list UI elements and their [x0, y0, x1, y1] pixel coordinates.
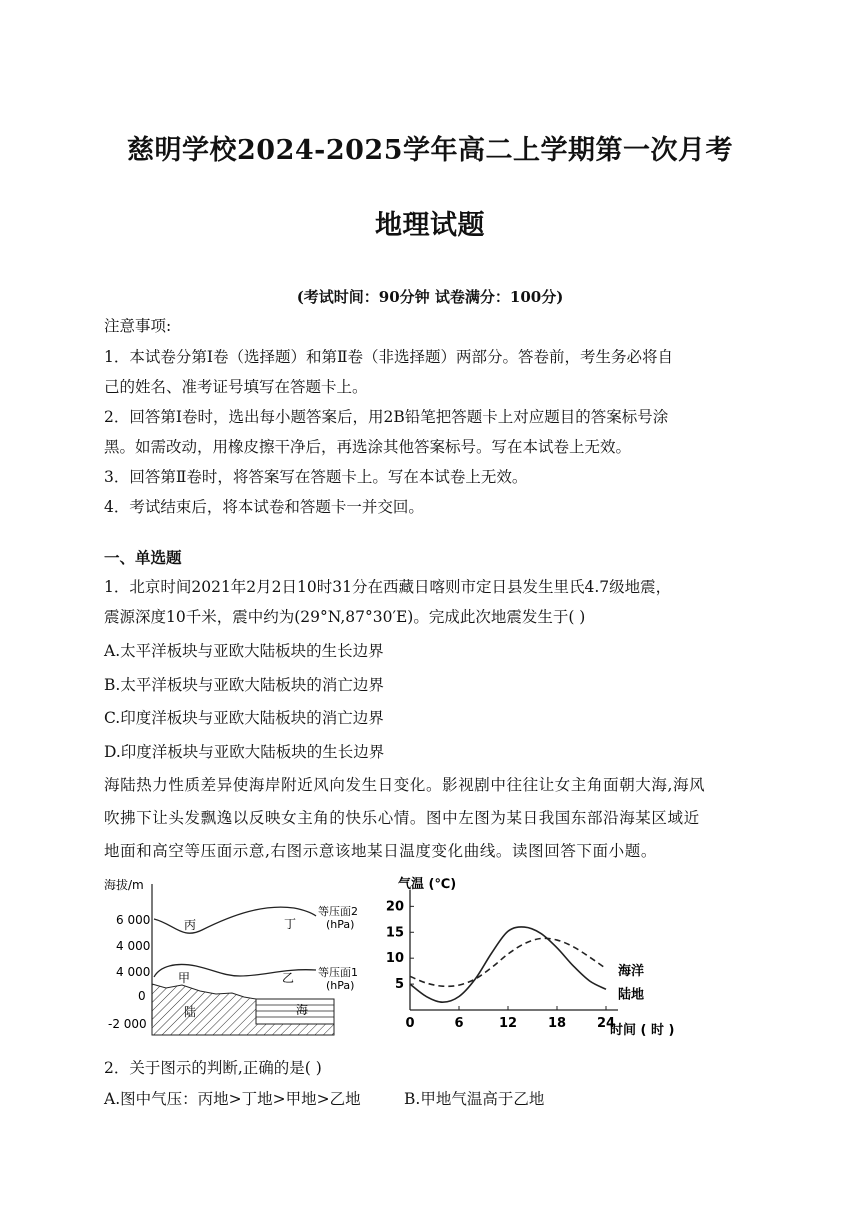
exam-info: (考试时间：90分钟 试卷满分：100分): [296, 288, 564, 306]
q1-option-d: D.印度洋板块与亚欧大陆板块的生长边界: [104, 743, 385, 761]
q2-option-b: B.甲地气温高于乙地: [404, 1090, 545, 1108]
chart-ylabel: 气温 (℃): [398, 877, 457, 892]
q1-option-b: B.太平洋板块与亚欧大陆板块的消亡边界: [104, 676, 384, 694]
notes-line: 黑。如需改动，用橡皮擦干净后，再选涂其他答案标号。写在本试卷上无效。: [104, 438, 632, 456]
series-line-ocean: [410, 938, 606, 986]
place-yi: 乙: [282, 971, 295, 985]
y-tick-label: 5: [394, 977, 404, 993]
tick-label: 4 000: [116, 939, 151, 953]
q1-option-c: C.印度洋板块与亚欧大陆板块的消亡边界: [104, 709, 384, 727]
notes-heading: 注意事项:: [104, 317, 172, 335]
series-label: 海洋: [618, 964, 645, 980]
section-heading: 一、单选题: [104, 548, 182, 567]
x-tick-label: 24: [596, 1016, 616, 1031]
y-tick-label: 15: [385, 925, 404, 941]
tick-label: 0: [138, 989, 146, 1003]
notes-line: 2．回答第Ⅰ卷时，选出每小题答案后，用2B铅笔把答题卡上对应题目的答案标号涂: [104, 408, 669, 426]
q2-stem: 2．关于图示的判断,正确的是( ): [104, 1059, 322, 1077]
x-tick-label: 18: [547, 1016, 567, 1031]
tick-label: 6 000: [116, 913, 151, 927]
place-ding: 丁: [284, 917, 297, 931]
x-tick-label: 0: [405, 1016, 415, 1031]
series-label: 陆地: [618, 987, 645, 1003]
place-jia: 甲: [178, 971, 191, 985]
sea-label: 海: [296, 1003, 309, 1017]
temperature-chart: [384, 870, 694, 1042]
y-tick-label: 20: [385, 899, 404, 915]
tick-label: -2 000: [108, 1017, 147, 1031]
altitude-axis-label: 海拔/m: [104, 878, 144, 892]
surface2-unit: (hPa): [326, 918, 355, 931]
x-tick-label: 12: [498, 1016, 518, 1031]
passage-line: 地面和高空等压面示意,右图示意该地某日温度变化曲线。读图回答下面小题。: [104, 842, 657, 860]
passage-line: 海陆热力性质差异使海岸附近风向发生日变化。影视剧中往往让女主角面朝大海,海风: [104, 776, 706, 794]
q1-stem-line: 震源深度10千米，震中约为(29°N,87°30′E)。完成此次地震发生于( ): [104, 608, 586, 626]
exam-title: 慈明学校2024-2025学年高二上学期第一次月考: [127, 135, 733, 166]
q1-stem-line: 1．北京时间2021年2月2日10时31分在西藏日喀则市定日县发生里氏4.7级地震，: [104, 578, 672, 596]
q2-option-a: A.图中气压：丙地>丁地>甲地>乙地: [104, 1090, 361, 1108]
surface1-unit: (hPa): [326, 979, 355, 992]
notes-line: 3．回答第Ⅱ卷时，将答案写在答题卡上。写在本试卷上无效。: [104, 468, 528, 486]
land-label: 陆: [184, 1005, 197, 1019]
q1-option-a: A.太平洋板块与亚欧大陆板块的生长边界: [104, 642, 384, 660]
passage-line: 吹拂下让头发飘逸以反映女主角的快乐心情。图中左图为某日我国东部沿海某区域近: [104, 809, 700, 827]
notes-line: 1．本试卷分第Ⅰ卷（选择题）和第Ⅱ卷（非选择题）两部分。答卷前，考生务必将自: [104, 348, 674, 366]
sea-area: [256, 999, 334, 1024]
y-tick-label: 10: [385, 951, 404, 967]
notes-line: 4．考试结束后，将本试卷和答题卡一并交回。: [104, 498, 424, 516]
isobar-diagram: [104, 872, 369, 1042]
x-tick-label: 6: [454, 1016, 464, 1031]
subject-title: 地理试题: [375, 210, 485, 241]
chart-xlabel: 时间 ( 时 ): [610, 1023, 675, 1038]
surface2-label: 等压面2: [318, 905, 358, 918]
tick-label: 4 000: [116, 965, 151, 979]
series-line-land: [410, 927, 606, 1002]
surface1-label: 等压面1: [318, 966, 358, 979]
notes-line: 己的姓名、准考证号填写在答题卡上。: [104, 378, 368, 396]
place-bing: 丙: [184, 918, 197, 932]
